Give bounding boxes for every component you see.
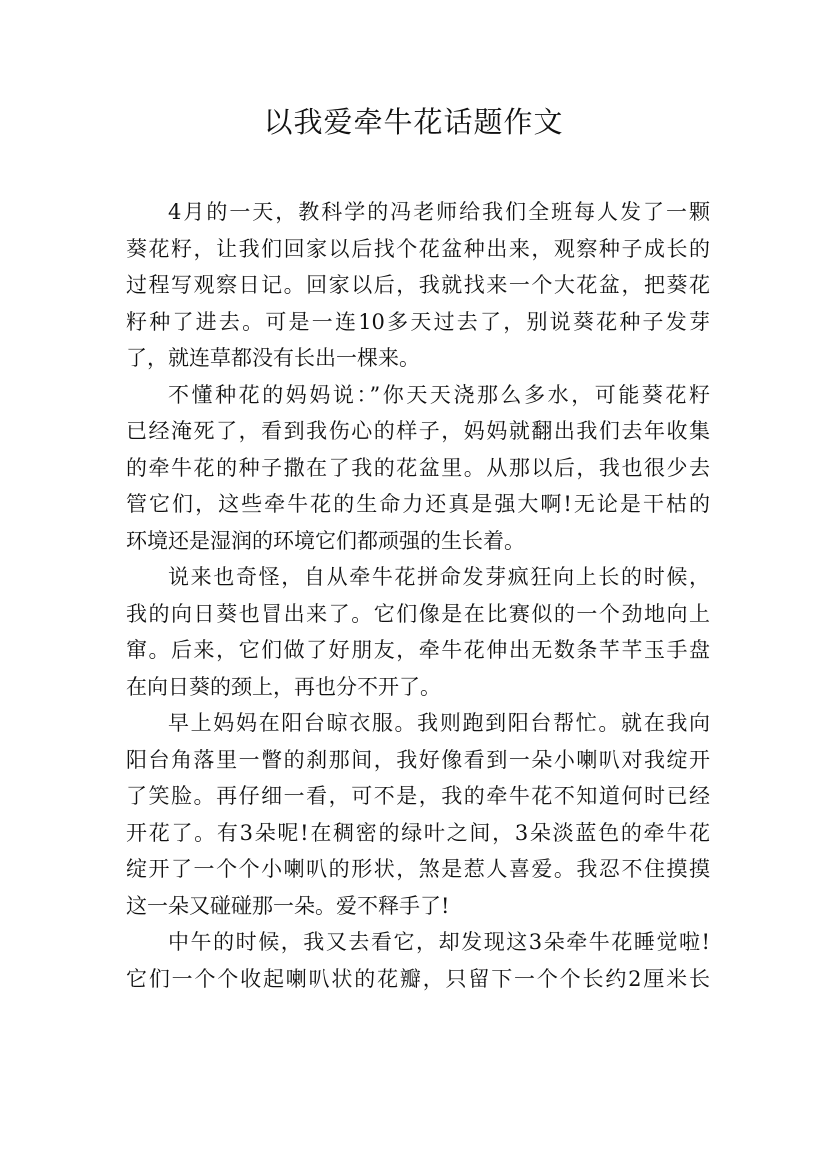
text-line: 不懂种花的妈妈说：”你天天浇那么多水，可能葵花籽: [168, 382, 710, 407]
text-line: 了，就连草都没有长出一棵来。: [126, 346, 420, 370]
text-line: 这一朵又碰碰那一朵。爱不释手了!: [126, 893, 450, 918]
document-body: [126, 194, 710, 997]
text-line: 绽开了一个个小喇叭的形状，煞是惹人喜爱。我忍不住摸摸: [126, 857, 710, 881]
text-line: 说来也奇怪，自从牵牛花拼命发芽疯狂向上长的时候，: [168, 565, 710, 589]
text-line: 4月的一天，教科学的冯老师给我们全班每人发了一颗: [168, 200, 710, 224]
text-line: 的牵牛花的种子撒在了我的花盆里。从那以后，我也很少去: [126, 455, 710, 480]
text-line: 已经淹死了，看到我伤心的样子，妈妈就翻出我们去年收集: [126, 419, 710, 443]
text-line: 环境还是湿润的环境它们都顽强的生长着。: [126, 528, 525, 553]
text-line: 它们一个个收起喇叭状的花瓣，只留下一个个长约2厘米长: [126, 966, 710, 991]
text-line: 阳台角落里一瞥的刹那间，我好像看到一朵小喇叭对我绽开: [126, 747, 710, 772]
text-line: 过程写观察日记。回家以后，我就找来一个大花盆，把葵花: [126, 273, 710, 297]
text-line: 管它们，这些牵牛花的生命力还真是强大啊!无论是干枯的: [126, 492, 710, 516]
text-line: 葵花籽，让我们回家以后找个花盆种出来，观察种子成长的: [126, 236, 710, 261]
text-line: 在向日葵的颈上，再也分不开了。: [126, 674, 441, 699]
text-line: 开花了。有3朵呢!在稠密的绿叶之间，3朵淡蓝色的牵牛花: [126, 820, 710, 845]
text-line: 籽种了进去。可是一连10多天过去了，别说葵花种子发芽: [126, 309, 710, 334]
document-title: 以我爱牵牛花话题作文: [263, 105, 564, 139]
text-line: 我的向日葵也冒出来了。它们像是在比赛似的一个劲地向上: [126, 601, 710, 626]
text-line: 了笑脸。再仔细一看，可不是，我的牵牛花不知道何时已经: [126, 784, 710, 808]
text-line: 早上妈妈在阳台晾衣服。我则跑到阳台帮忙。就在我向: [168, 711, 710, 735]
text-line: 中午的时候，我又去看它，却发现这3朵牵牛花睡觉啦!: [168, 930, 710, 954]
text-line: 窜。后来，它们做了好朋友，牵牛花伸出无数条芊芊玉手盘: [126, 638, 710, 662]
